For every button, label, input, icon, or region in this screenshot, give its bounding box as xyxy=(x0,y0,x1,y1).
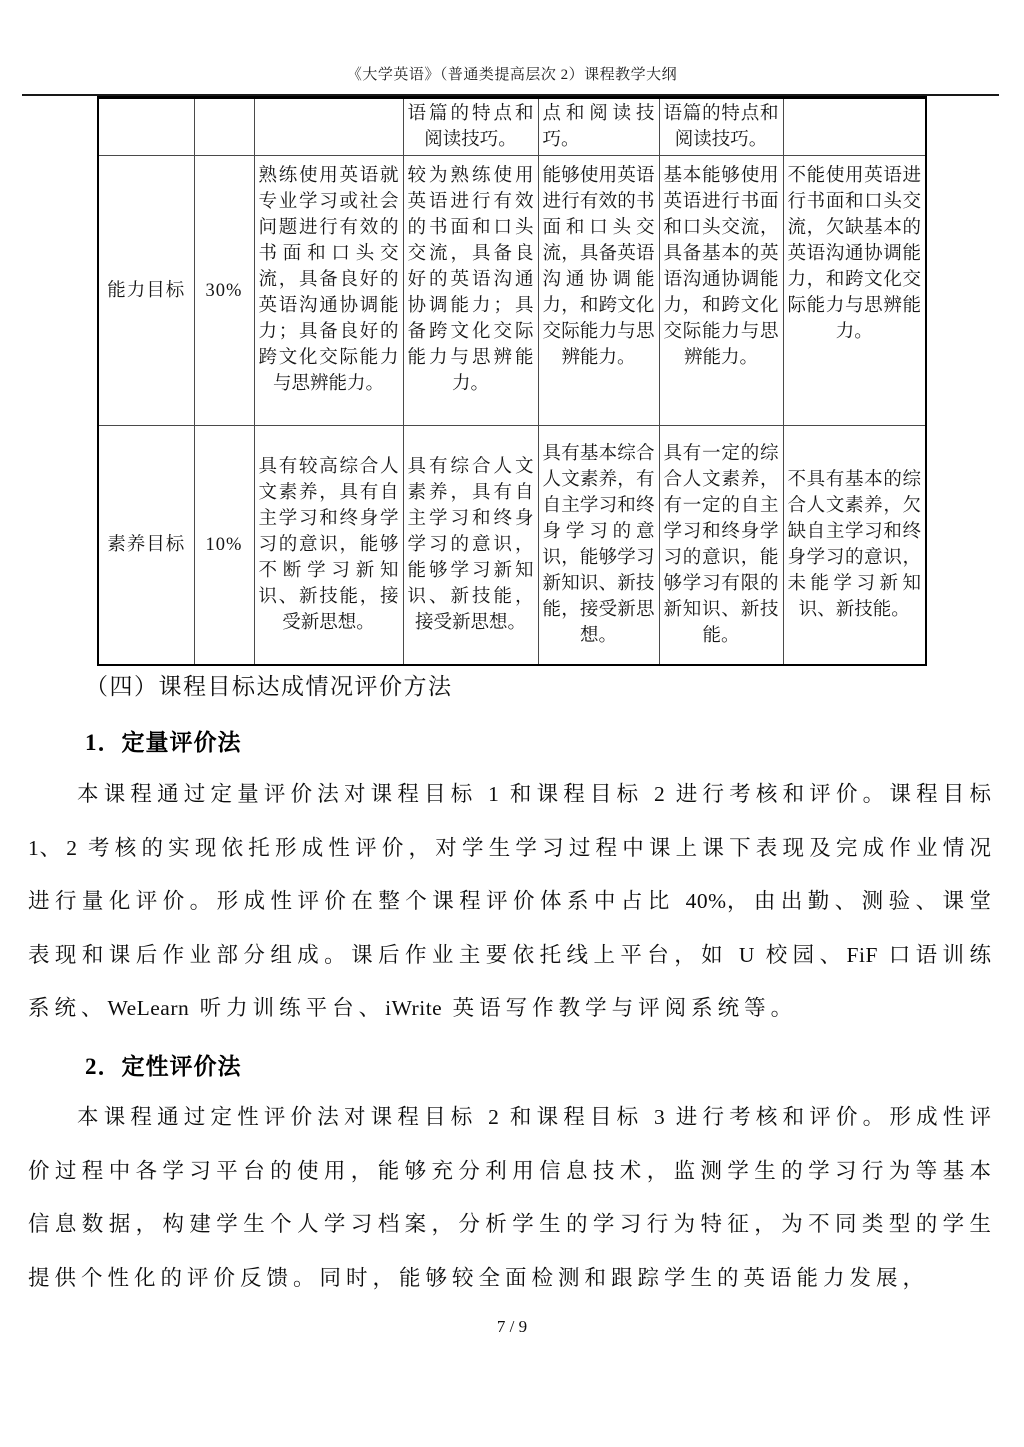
criteria-cell: 较为熟练使用英语进行有效的书面和口头交流，具备良好的英语沟通协调能力；具备跨文化交际能力与思辨能力。 xyxy=(403,156,538,426)
criteria-cell: 熟练使用英语就专业学习或社会问题进行有效的书面和口头交流，具备良好的英语沟通协调能力；具备良好的跨文化交际能力与思辨能力。 xyxy=(254,156,403,426)
criteria-cell: 具有较高综合人文素养，具有自主学习和终身学习的意识，能够不断学习新知识、新技能，接受新思想。 xyxy=(254,426,403,665)
goal-label-cell: 素养目标 xyxy=(98,426,194,665)
weight-cell: 30% xyxy=(194,156,254,426)
criteria-cell: 语篇的特点和阅读技巧。 xyxy=(659,98,783,156)
weight-cell: 10% xyxy=(194,426,254,665)
criteria-cell: 点和阅读技巧。 xyxy=(538,98,659,156)
criteria-cell: 能够使用英语进行有效的书面和口头交流，具备英语沟通协调能力，和跨文化交际能力与思辨能力。 xyxy=(538,156,659,426)
table-row-literacy-goal xyxy=(98,426,926,665)
subsection-heading-qualitative: 2．定性评价法 xyxy=(85,1054,242,1079)
criteria-cell: 具有一定的综合人文素养，有一定的自主学习和终身学习的意识，能够学习有限的新知识、新技能。 xyxy=(659,426,783,665)
empty-cell xyxy=(98,98,194,156)
criteria-cell: 具有基本综合人文素养，有自主学习和终身学习的意识，能够学习新知识、新技能，接受新思想。 xyxy=(538,426,659,665)
table-row-ability-goal xyxy=(98,156,926,426)
criteria-cell: 基本能够使用英语进行书面和口头交流，具备基本的英语沟通协调能力，和跨文化交际能力与思辨能力。 xyxy=(659,156,783,426)
subsection-heading-quantitative: 1．定量评价法 xyxy=(85,730,242,755)
criteria-cell: 具有综合人文素养，具有自主学习和终身学习的意识，能够学习新知识、新技能，接受新思想。 xyxy=(403,426,538,665)
section-heading-4: （四）课程目标达成情况评价方法 xyxy=(85,674,453,699)
empty-cell xyxy=(783,98,926,156)
criteria-cell: 不具有基本的综合人文素养，欠缺自主学习和终身学习的意识，未能学习新知识、新技能。 xyxy=(783,426,926,665)
paragraph-qualitative-evaluation: 本课程通过定性评价法对课程目标 2 和课程目标 3 进行考核和评价。形成性评价过程中各学习平台的使用，能够充分利用信息技术，监测学生的学习行为等基本信息数据，构建学生个人学习档案，分析学生的学习行为特征，为不同类型的学生提供个性化的评价反馈。同时，能够较全面检测和跟踪学生的英语能力发展， xyxy=(28,1105,996,1290)
table-row-continuation xyxy=(98,98,926,156)
page-number: 7 / 9 xyxy=(496,1317,528,1336)
criteria-cell: 不能使用英语进行书面和口头交流，欠缺基本的英语沟通协调能力，和跨文化交际能力与思辨能力。 xyxy=(783,156,926,426)
paragraph-quantitative-evaluation: 本课程通过定量评价法对课程目标 1 和课程目标 2 进行考核和评价。课程目标 1、2 考核的实现依托形成性评价，对学生学习过程中课上课下表现及完成作业情况进行量化评价。形成性评价在整个课程评价体系中占比 40%，由出勤、测验、课堂表现和课后作业部分组成。课后作业主要依托线上平台，如 U 校园、FiF 口语训练系统、WeLearn 听力训练平台、iWrite 英语写作教学与评阅系统等。 xyxy=(28,782,996,1020)
empty-cell xyxy=(194,98,254,156)
page-header-title: 《大学英语》（普通类提高层次 2）课程教学大纲 xyxy=(346,67,678,83)
course-objective-assessment-table xyxy=(97,96,927,666)
empty-cell xyxy=(254,98,403,156)
criteria-cell: 语篇的特点和阅读技巧。 xyxy=(403,98,538,156)
goal-label-cell: 能力目标 xyxy=(98,156,194,426)
